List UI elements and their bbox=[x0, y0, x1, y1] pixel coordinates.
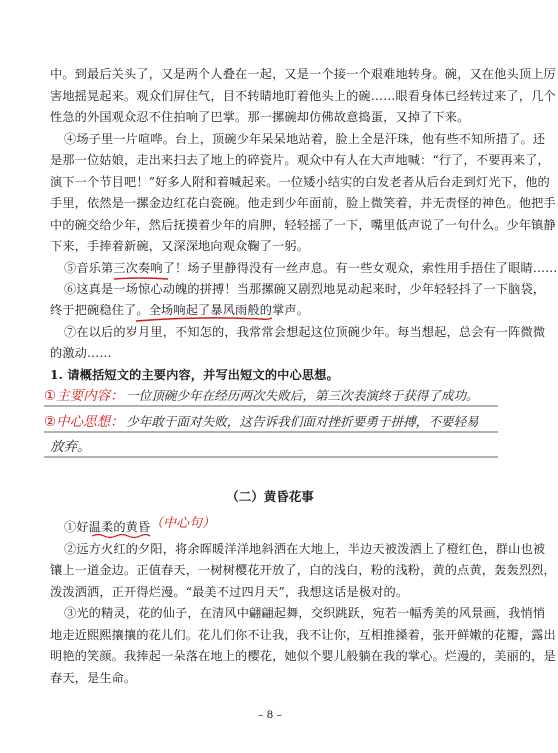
text-line: 是那一位姑娘，走出来扫去了地上的碎瓷片。观众中有人在大声地喊：“行了，不要再来了， bbox=[50, 153, 550, 167]
text-line: ①好温柔的黄昏 bbox=[64, 520, 151, 534]
text-line: ⑤音乐第三次奏响了！场子里静得没有一丝声息。有一些女观众，索性用手捂住了眼睛…… bbox=[64, 261, 558, 275]
text-line: 害地摇晃起来。观众们屏住气，目不转睛地盯着他头上的碗……眼看身体已经转过来了，几个 bbox=[50, 89, 556, 103]
question-text: 1. 请概括短文的主要内容，并写出短文的中心思想。 bbox=[50, 368, 339, 382]
text-line: 下来，手捧着新碗，又深深地向观众鞠了一躬。 bbox=[50, 239, 310, 253]
text-line: 中的碗交给少年，然后抚摸着少年的肩胛，轻轻摇了一下，嘴里低声说了一句什么。少年镇静 bbox=[50, 218, 556, 232]
margin-note: （中心句） bbox=[150, 516, 216, 531]
text-line: ②远方火红的夕阳，将余晖暖洋洋地斜洒在大地上，半边天被泼洒上了橙红色，群山也被 bbox=[64, 542, 546, 556]
text-line: 终于把碗稳住了。全场响起了暴风雨般的掌声。 bbox=[50, 303, 310, 317]
page-number: – 8 – bbox=[258, 709, 282, 721]
red-underline bbox=[136, 318, 272, 321]
text-line: 泼泼洒洒，正开得烂漫。“最美不过四月天”，我想这话是极对的。 bbox=[50, 585, 409, 599]
text-line: 手里，依然是一摞金边红花白瓷碗。他走到少年面前，脸上微笑着，并无责怪的神色。他把手 bbox=[50, 196, 556, 210]
handwritten-answer-line: 一位顶碗少年在经历两次失败后，第三次表演终于获得了成功。 bbox=[126, 388, 479, 403]
handwritten-answer-line: 放弃。 bbox=[50, 439, 91, 455]
text-line: 镶上一道金边。正值春天，一树树樱花开放了，白的浅白，粉的浅粉，黄的点黄，轰轰烈烈， bbox=[50, 563, 556, 577]
text-line: 中。到最后关头了，又是两个人叠在一起，又是一个接一个艰难地转身。碗，又在他头顶上厉 bbox=[50, 67, 556, 81]
text-line: 地走近熙熙攘攘的花儿们。花儿们你不让我，我不让你，互相推搡着，张开鲜嫩的花瓣，露出 bbox=[50, 628, 556, 642]
text-line: 明艳的笑颜。我捧起一朵落在地上的樱花，她似个婴儿般躺在我的掌心。烂漫的，美丽的，是 bbox=[50, 649, 556, 663]
handwritten-marker-central-idea: ②中心思想： bbox=[44, 414, 124, 430]
text-line: ③光的精灵，花的仙子，在清风中翩翩起舞，交织跳跃，宛若一幅秀美的风景画，我悄悄 bbox=[64, 606, 546, 620]
red-underline bbox=[114, 278, 168, 279]
text-line: 的激动…… bbox=[50, 346, 112, 360]
text-line: ⑦在以后的岁月里，不知怎的，我常常会想起这位顶碗少年。每当想起，总会有一阵微微 bbox=[64, 325, 546, 339]
text-line: 春天，是生命。 bbox=[50, 671, 137, 685]
handwritten-answer-line: 少年敢于面对失败，这告诉我们面对挫折要勇于拼搏，不要轻易 bbox=[126, 414, 479, 429]
section-title: （二）黄昏花事 bbox=[226, 489, 314, 504]
text-line: 性急的外国观众忍不住拍响了巴掌。那一摞碗却仿佛故意捣蛋，又掉了下来。 bbox=[50, 110, 470, 124]
text-line: ⑥这真是一场惊心动魄的拼搏！当那摞碗又剧烈地晃动起来时，少年轻轻抖了一下脑袋， bbox=[64, 282, 546, 296]
text-line: ④场子里一片喧哗。台上，顶碗少年呆呆地站着，脸上全是汗珠，他有些不知所措了。还 bbox=[64, 132, 546, 146]
text-line: 演下一个节目吧！”好多人附和着喊起来。一位矮小结实的白发老者从后台走到灯光下，他的 bbox=[50, 175, 550, 189]
handwritten-marker-main-content: ①主要内容： bbox=[44, 388, 124, 404]
